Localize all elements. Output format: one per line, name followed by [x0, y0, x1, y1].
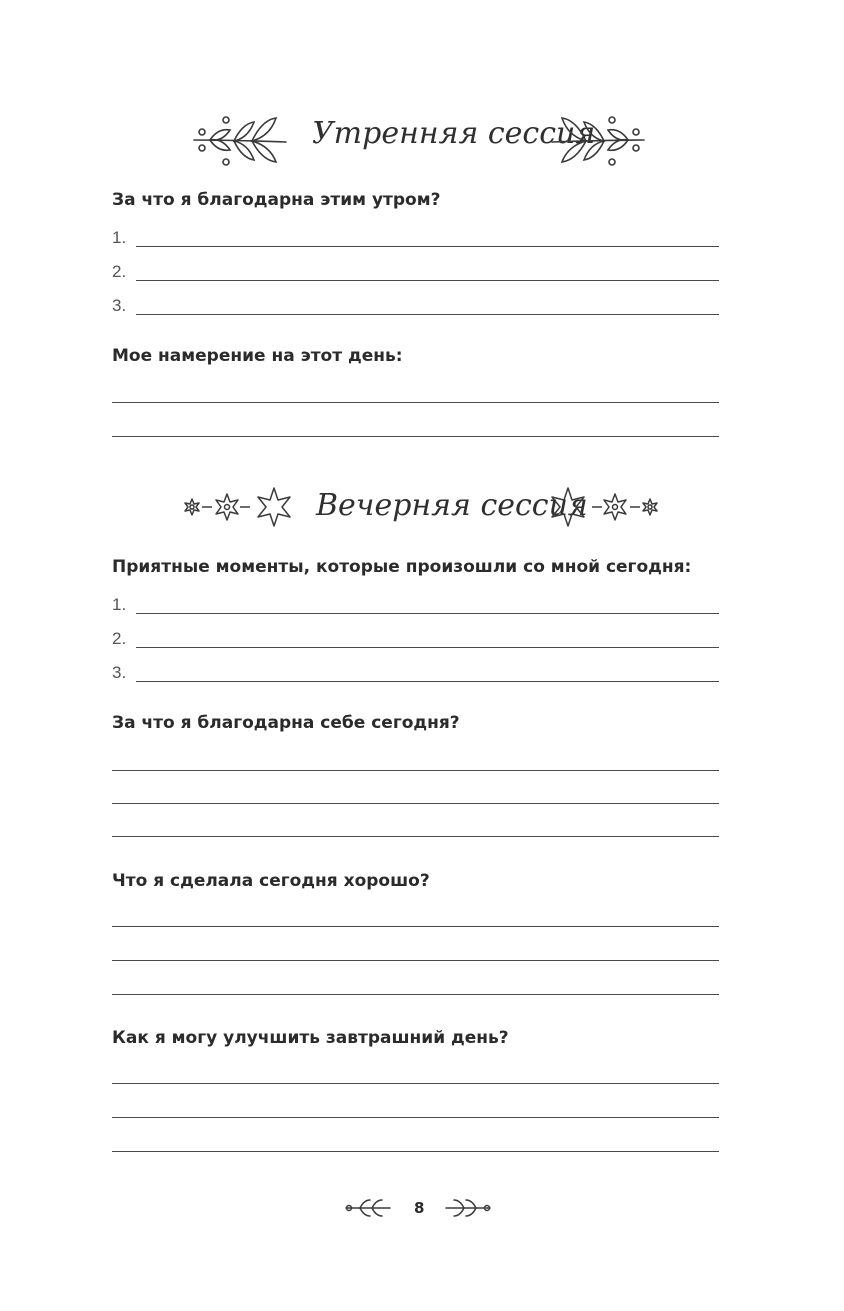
answer-line-1[interactable]	[112, 228, 719, 250]
writing-line	[136, 647, 719, 648]
small-branch-icon	[344, 1198, 392, 1218]
writing-line	[136, 681, 719, 682]
item-number: 2.	[112, 262, 127, 281]
evening-question-2: За что я благодарна себе сегодня?	[112, 713, 460, 733]
item-number: 3.	[112, 663, 127, 682]
writing-line	[136, 613, 719, 614]
evening-question-4: Как я могу улучшить завтрашний день?	[112, 1028, 509, 1048]
morning-header	[190, 110, 650, 170]
page-footer	[344, 1194, 494, 1222]
evening-question-3: Что я сделала сегодня хорошо?	[112, 871, 430, 891]
writing-line[interactable]	[112, 926, 719, 927]
small-branch-icon	[444, 1198, 492, 1218]
writing-line[interactable]	[112, 1083, 719, 1084]
answer-line-1[interactable]	[112, 595, 719, 617]
writing-line[interactable]	[112, 836, 719, 837]
writing-line	[136, 280, 719, 281]
page-number: 8	[414, 1199, 425, 1217]
writing-line[interactable]	[112, 960, 719, 961]
evening-question-1: Приятные моменты, которые произошли со мной сегодня:	[112, 557, 692, 577]
writing-line	[136, 314, 719, 315]
item-number: 3.	[112, 296, 127, 315]
writing-line[interactable]	[112, 1117, 719, 1118]
item-number: 1.	[112, 595, 127, 614]
morning-question-2: Мое намерение на этот день:	[112, 346, 403, 366]
writing-line[interactable]	[112, 770, 719, 771]
evening-header	[182, 484, 662, 534]
answer-line-3[interactable]	[112, 296, 719, 318]
star-chain-icon	[182, 484, 298, 530]
writing-line[interactable]	[112, 402, 719, 403]
morning-question-1: За что я благодарна этим утром?	[112, 190, 441, 210]
answer-line-2[interactable]	[112, 262, 719, 284]
writing-line[interactable]	[112, 994, 719, 995]
leaf-branch-icon	[548, 110, 648, 170]
evening-title: Вечерняя сессия	[316, 488, 588, 523]
leaf-branch-icon	[190, 110, 290, 170]
item-number: 1.	[112, 228, 127, 247]
writing-line	[136, 246, 719, 247]
writing-line[interactable]	[112, 1151, 719, 1152]
writing-line[interactable]	[112, 436, 719, 437]
item-number: 2.	[112, 629, 127, 648]
morning-title: Утренняя сессия	[312, 116, 596, 151]
star-chain-icon	[544, 484, 660, 530]
writing-line[interactable]	[112, 803, 719, 804]
answer-line-3[interactable]	[112, 663, 719, 685]
answer-line-2[interactable]	[112, 629, 719, 651]
